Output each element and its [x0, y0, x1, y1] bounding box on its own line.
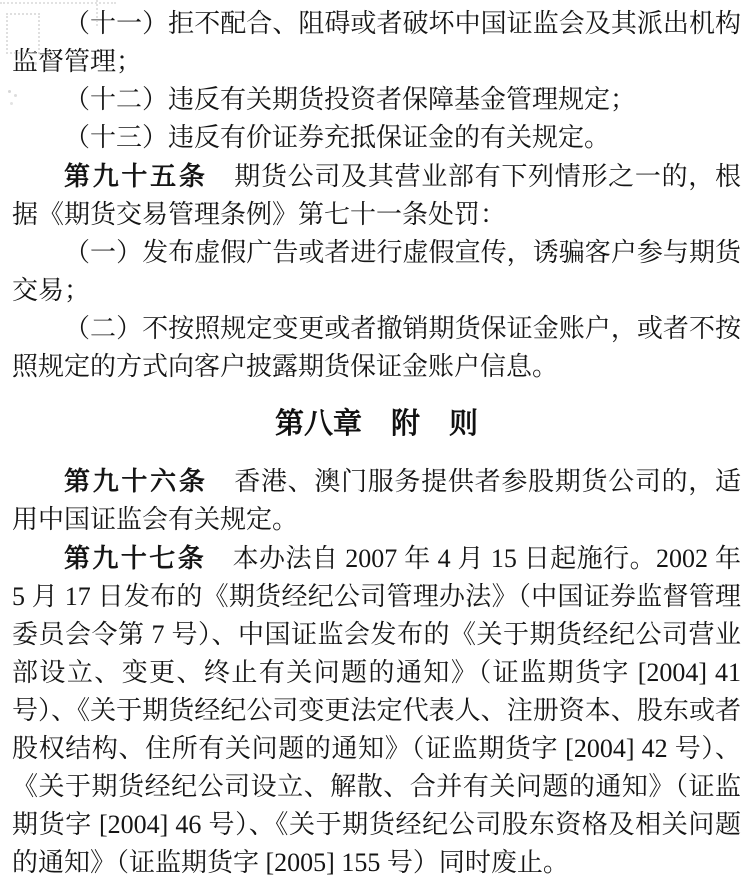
- scan-noise-specks: [8, 90, 11, 93]
- article-96-text: 香港、澳门服务提供者参股期货公司的，适用中国证监会有关规定。: [12, 467, 741, 534]
- clause-item-11-text: （十一）拒不配合、阻碍或者破坏中国证监会及其派出机构监督管理；: [12, 9, 741, 76]
- article-95-item-1-text: （一）发布虚假广告或者进行虚假宣传，诱骗客户参与期货交易；: [12, 238, 741, 305]
- article-96-number: 第九十六条: [64, 466, 208, 496]
- clause-item-13-text: （十三）违反有价证券充抵保证金的有关规定。: [64, 123, 611, 152]
- article-97: [12, 539, 741, 882]
- clause-item-12-text: （十二）违反有关期货投资者保障基金管理规定；: [64, 85, 637, 114]
- clause-item-11: [12, 5, 741, 81]
- article-95-number: 第九十五条: [64, 161, 208, 191]
- article-95-item-2-text: （二）不按照规定变更或者撤销期货保证金账户，或者不按照规定的方式向客户披露期货保证金账户信息。: [12, 314, 741, 381]
- article-95-item-2: [12, 310, 741, 386]
- article-95-text: 期货公司及其营业部有下列情形之一的，根据《期货交易管理条例》第七十一条处罚：: [12, 162, 741, 229]
- article-96: [12, 462, 741, 539]
- article-97-text: 本办法自 2007 年 4 月 15 日起施行。2002 年 5 月 17 日发布的《期货经纪公司管理办法》（中国证券监督管理委员会令第 7 号）、中国证监会发布的《关于期货经纪公司营业部设立、变更、终止有关问题的通知》（证监期货字 [2004] 41 号）、《关于期货经纪公司变更法定代表人、注册资本、股东或者股权结构、住所有关问题的通知》（证监期货字 [2004] 42 号）、《关于期货经纪公司设立、解散、合并有关问题的通知》（证监期货字 [2004] 46 号）、《关于期货经纪公司股东资格及相关问题的通知》（证监期货字 [2005] 155 号）同时废止。: [12, 544, 741, 877]
- scan-noise-top-line: [0, 2, 116, 4]
- article-95-item-1: [12, 234, 741, 310]
- chapter-8-heading: 第八章 附 则: [274, 408, 478, 440]
- clause-item-12: [12, 81, 741, 119]
- article-95: [12, 157, 741, 234]
- clause-item-13: [12, 119, 741, 157]
- article-97-number: 第九十七条: [64, 543, 207, 573]
